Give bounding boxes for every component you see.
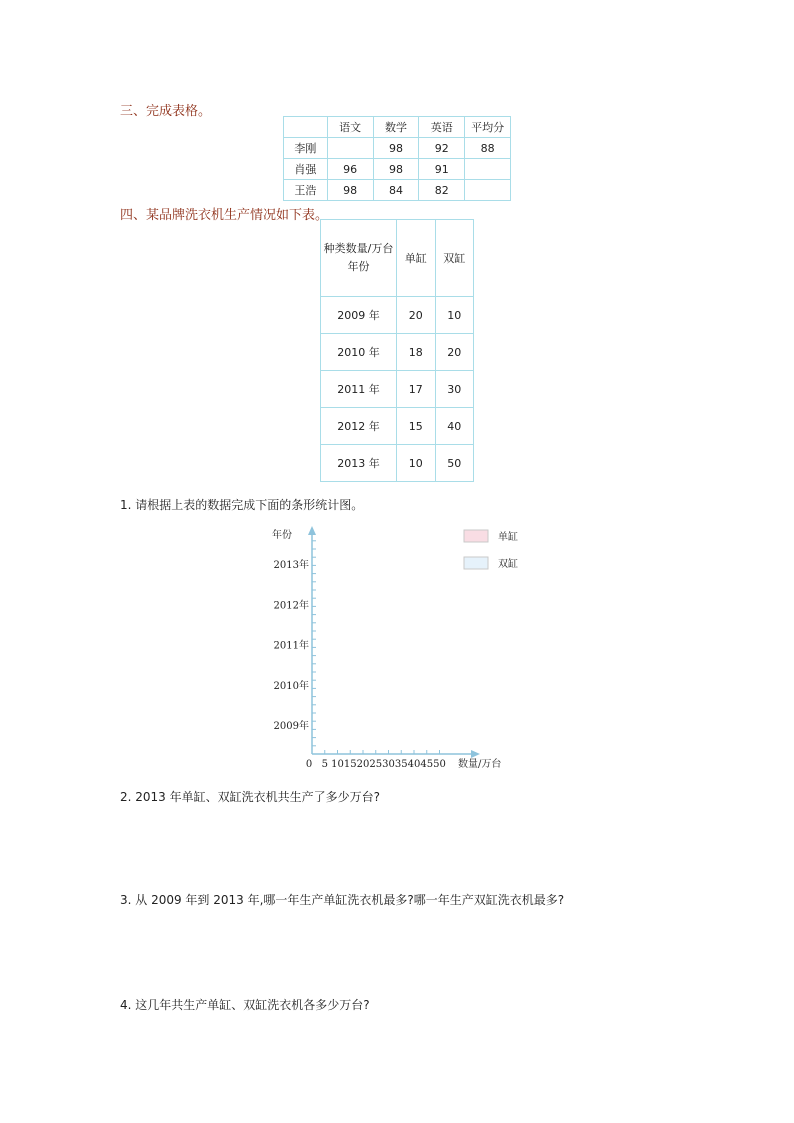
section-3-heading: 三、完成表格。 [120, 104, 212, 119]
x-tick-label: 15 [343, 759, 357, 770]
y-axis-label: 年份 [272, 530, 292, 541]
table-cell: 88 [465, 138, 511, 159]
table-cell: 2010 年 [321, 334, 397, 371]
question-2: 2. 2013 年单缸、双缸洗衣机共生产了多少万台? [120, 790, 380, 804]
table-row [284, 159, 511, 180]
table-cell: 17 [397, 371, 436, 408]
category-label: 2009年 [273, 721, 309, 732]
table-cell: 20 [397, 297, 436, 334]
category-labels [274, 558, 309, 732]
table-header-cell: 平均分 [465, 117, 511, 138]
table-cell: 李刚 [284, 138, 328, 159]
table-row [321, 297, 474, 334]
table-cell: 2009 年 [321, 297, 397, 334]
section-4-heading: 四、某品牌洗衣机生产情况如下表。 [120, 208, 329, 223]
table-row [321, 445, 474, 482]
category-label: 2013年 [273, 560, 309, 571]
table-row [321, 334, 474, 371]
table-cell: 18 [397, 334, 436, 371]
corner-header-bottom: 年份 [347, 260, 370, 273]
x-tick-label: 5 [321, 759, 328, 770]
question-1: 1. 请根据上表的数据完成下面的条形统计图。 [120, 498, 364, 512]
table-row [284, 180, 511, 201]
table-cell: 2011 年 [321, 371, 397, 408]
x-tick-label: 10 [331, 759, 344, 770]
table-cell [284, 117, 328, 138]
table-header-cell: 语文 [327, 117, 373, 138]
category-label: 2010年 [273, 680, 309, 692]
x-axis-arrow [471, 750, 480, 758]
x-tick-label: 30 [382, 759, 395, 770]
x-tick-label: 0 [305, 759, 313, 770]
corner-header-cell [321, 220, 397, 297]
table-cell: 15 [397, 408, 436, 445]
table-cell [465, 159, 511, 180]
table-cell: 92 [419, 138, 465, 159]
legend-swatch-single [464, 530, 488, 542]
category-label: 2011年 [273, 640, 309, 652]
bar-chart [262, 524, 532, 774]
table-row [321, 408, 474, 445]
question-3: 3. 从 2009 年到 2013 年,哪一年生产单缸洗衣机最多?哪一年生产双缸洗衣机最多? [120, 893, 565, 907]
table-cell: 30 [435, 371, 474, 408]
table-row [321, 371, 474, 408]
table-cell: 98 [373, 159, 419, 180]
table-cell [465, 180, 511, 201]
x-tick-label: 45 [420, 759, 434, 770]
table-cell: 肖强 [284, 159, 328, 180]
x-tick-label: 35 [394, 759, 408, 770]
question-4: 4. 这几年共生产单缸、双缸洗衣机各多少万台? [120, 998, 370, 1012]
table-cell: 98 [327, 180, 373, 201]
legend-swatch-double [464, 557, 488, 569]
table-cell: 20 [435, 334, 474, 371]
table-cell: 10 [435, 297, 474, 334]
table-cell: 91 [419, 159, 465, 180]
table-header-cell: 数学 [373, 117, 419, 138]
y-axis-arrow [308, 526, 316, 535]
table-header-cell: 双缸 [435, 220, 474, 297]
category-label: 2012年 [273, 600, 309, 612]
table-cell: 10 [397, 445, 436, 482]
table-cell: 王浩 [284, 180, 328, 201]
table-header-row [284, 117, 511, 138]
table-header-cell: 英语 [419, 117, 465, 138]
x-tick-label: 25 [369, 759, 383, 770]
x-axis-label: 数量/万台 [458, 759, 502, 770]
legend-label-single: 单缸 [498, 532, 518, 543]
table-header-cell: 单缸 [397, 220, 436, 297]
table-cell: 50 [435, 445, 474, 482]
table-cell: 82 [419, 180, 465, 201]
table-cell: 2012 年 [321, 408, 397, 445]
table-header-row [321, 220, 474, 297]
production-table [320, 219, 474, 482]
x-tick-labels [306, 759, 446, 770]
x-tick-label: 20 [356, 759, 370, 770]
x-tick-label: 50 [433, 759, 446, 770]
corner-header-top: 种类数量/万台 [323, 242, 394, 255]
table-cell: 40 [435, 408, 474, 445]
table-cell: 96 [327, 159, 373, 180]
table-cell: 2013 年 [321, 445, 397, 482]
table-row [284, 138, 511, 159]
scores-table [283, 116, 511, 201]
table-cell [327, 138, 373, 159]
table-cell: 84 [373, 180, 419, 201]
table-cell: 98 [373, 138, 419, 159]
legend-label-double: 双缸 [498, 559, 518, 570]
x-tick-label: 40 [407, 759, 421, 770]
